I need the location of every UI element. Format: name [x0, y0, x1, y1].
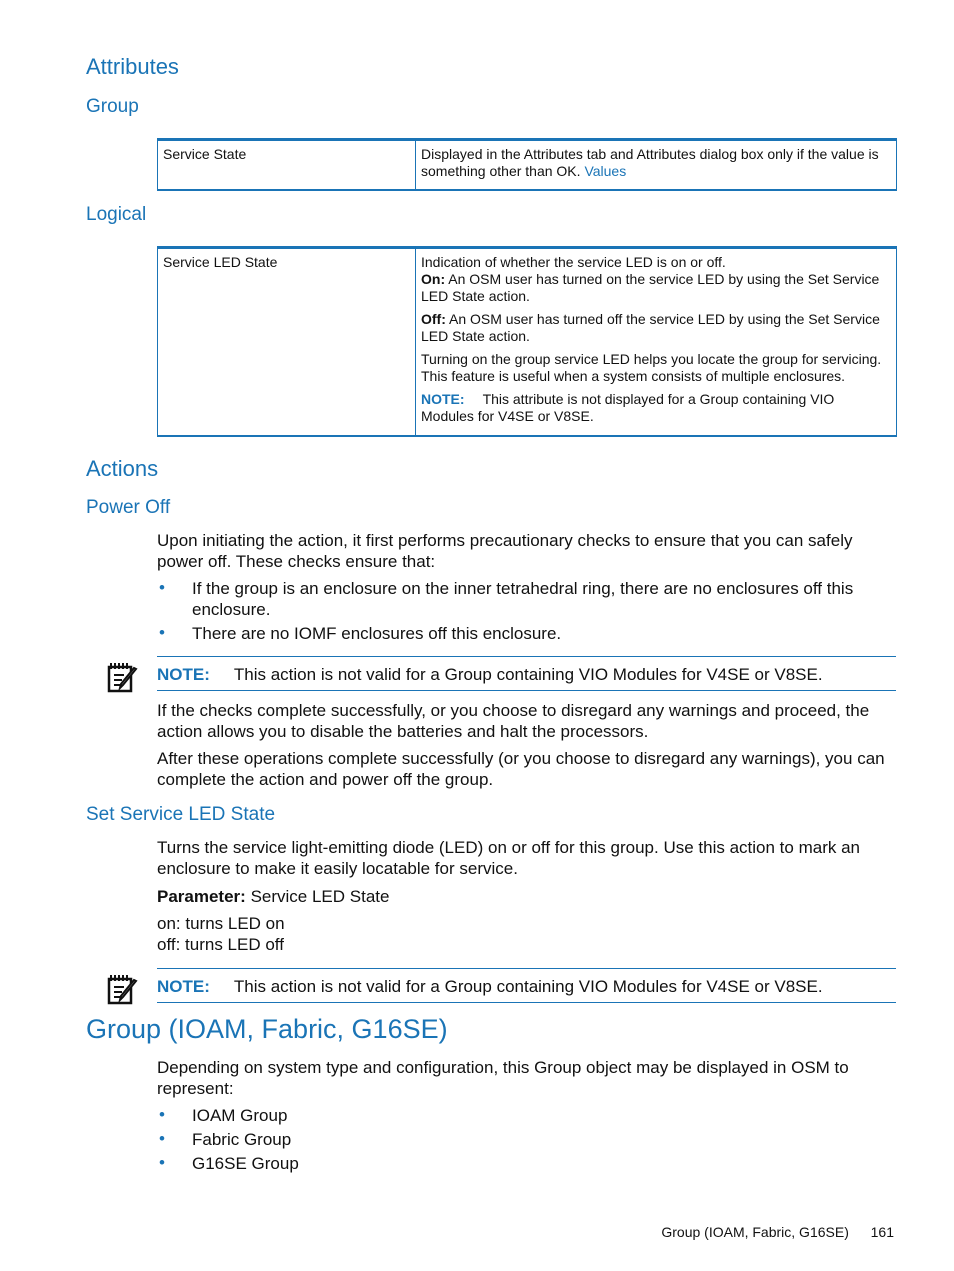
- power-off-note: [157, 664, 897, 685]
- note-label: NOTE:: [157, 977, 210, 996]
- list-item: There are no IOMF enclosures off this enclosure.: [192, 624, 562, 643]
- power-off-intro: Upon initiating the action, it first performs precautionary checks to ensure that you can safely power off. These checks ensure that:: [157, 531, 853, 571]
- note-top-rule: [157, 656, 896, 657]
- note-text: This action is not valid for a Group containing VIO Modules for V4SE or V8SE.: [233, 977, 823, 996]
- off-text: An OSM user has turned off the service LED by using the Set Service LED State action.: [421, 311, 880, 344]
- parameter-value: Service LED State: [250, 887, 390, 906]
- list-item: Fabric Group: [192, 1130, 292, 1149]
- on-text: An OSM user has turned on the service LED by using the Set Service LED State action.: [421, 271, 880, 304]
- note-label: NOTE:: [157, 665, 210, 684]
- bullet-dot: •: [159, 1105, 165, 1124]
- led-on-desc: [421, 271, 891, 305]
- note-text: This action is not valid for a Group containing VIO Modules for V4SE or V8SE.: [233, 665, 823, 684]
- attribute-name: Service State: [158, 140, 416, 191]
- group-ioam-heading: Group (IOAM, Fabric, G16SE): [86, 1014, 448, 1044]
- led-note: [421, 391, 891, 425]
- bullet-dot: •: [159, 623, 165, 642]
- list-item: G16SE Group: [192, 1154, 299, 1173]
- bullet-dot: •: [159, 1129, 165, 1148]
- table-row: [158, 140, 897, 191]
- parameter-label: Parameter:: [157, 887, 246, 906]
- attributes-heading: Attributes: [86, 54, 179, 79]
- note-label: NOTE:: [421, 391, 465, 407]
- note-bottom-rule: [157, 690, 896, 691]
- on-line: on: turns LED on: [157, 914, 285, 933]
- power-off-subheading: Power Off: [86, 497, 171, 518]
- power-off-para2: After these operations complete successfully (or you choose to disregard any warnings), you can complete the action and power off the group.: [157, 749, 885, 789]
- page-number: 161: [870, 1224, 894, 1240]
- group-attributes-table: [157, 138, 897, 191]
- bullet-dot: •: [159, 578, 165, 597]
- parameter-line: [157, 886, 389, 907]
- list-item: If the group is an enclosure on the inner tetrahedral ring, there are no enclosures off this enclosure.: [192, 579, 854, 619]
- note-pencil-icon: [106, 661, 140, 698]
- group-ioam-intro: Depending on system type and configuration, this Group object may be displayed in OSM to represent:: [157, 1058, 849, 1098]
- led-off-desc: [421, 311, 891, 345]
- actions-heading: Actions: [86, 456, 159, 481]
- attribute-description: [416, 140, 897, 191]
- attribute-desc-text: Displayed in the Attributes tab and Attributes dialog box only if the value is something other than OK.: [421, 146, 879, 179]
- led-intro: Indication of whether the service LED is on or off.: [421, 254, 726, 270]
- attribute-description: [416, 248, 897, 437]
- list-item: IOAM Group: [192, 1106, 288, 1125]
- set-led-intro: Turns the service light-emitting diode (LED) on or off for this group. Use this action to mark an enclosure to make it easily locatable for service.: [157, 838, 860, 878]
- group-subheading: Group: [86, 96, 139, 117]
- power-off-para1: If the checks complete successfully, or you choose to disregard any warnings and proceed, the action allows you to disable the batteries and halt the processors.: [157, 701, 870, 741]
- note-top-rule: [157, 968, 896, 969]
- attribute-name: Service LED State: [158, 248, 416, 437]
- note-text: This attribute is not displayed for a Group containing VIO Modules for V4SE or V8SE.: [421, 391, 835, 424]
- off-line: off: turns LED off: [157, 935, 284, 954]
- set-led-subheading: Set Service LED State: [86, 804, 276, 825]
- set-led-note: [157, 976, 897, 997]
- bullet-dot: •: [159, 1153, 165, 1172]
- page-footer: [661, 1224, 894, 1241]
- logical-subheading: Logical: [86, 204, 147, 225]
- on-label: On:: [421, 271, 446, 287]
- values-link[interactable]: Values: [584, 163, 627, 179]
- table-row: [158, 248, 897, 437]
- note-bottom-rule: [157, 1002, 896, 1003]
- led-para: Turning on the group service LED helps you locate the group for servicing. This feature is useful when a system consists of multiple enclosures.: [421, 351, 882, 384]
- off-label: Off:: [421, 311, 446, 327]
- note-pencil-icon: [106, 973, 140, 1010]
- footer-section: Group (IOAM, Fabric, G16SE): [661, 1224, 849, 1240]
- logical-attributes-table: [157, 246, 897, 437]
